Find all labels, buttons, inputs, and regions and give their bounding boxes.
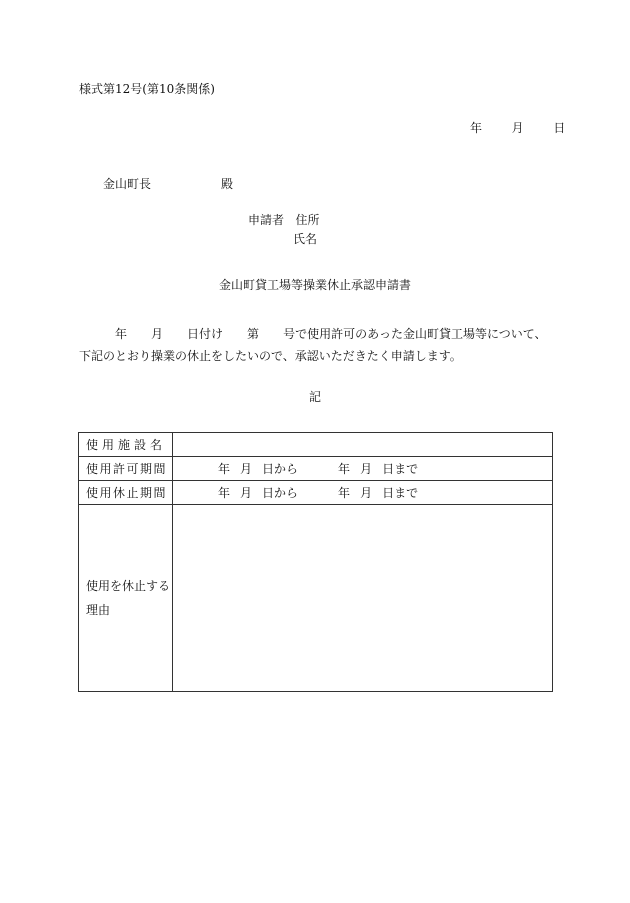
body-text <box>79 323 554 367</box>
suspend-to-year: 年 <box>338 486 351 500</box>
permit-from-day: 日から <box>262 462 299 476</box>
applicant-address-label: 住所 <box>295 213 320 227</box>
applicant-label: 申請者 <box>248 213 285 227</box>
form-number: 様式第12号(第10条関係) <box>79 82 215 96</box>
date-year: 年 <box>470 121 483 135</box>
permit-period-value[interactable] <box>173 457 553 481</box>
body-month: 月 <box>151 327 164 341</box>
suspend-from-year: 年 <box>218 486 231 500</box>
date-line <box>470 119 565 136</box>
suspend-from-month: 月 <box>240 486 253 500</box>
permit-period-row <box>79 457 553 481</box>
reason-label: 使用を休止する 理由 <box>79 505 173 692</box>
detail-table <box>78 432 553 692</box>
suspend-period-value[interactable] <box>173 481 553 505</box>
document-title: 金山町貸工場等操業休止承認申請書 <box>218 278 411 292</box>
permit-from-month: 月 <box>240 462 253 476</box>
permit-to-month: 月 <box>360 462 373 476</box>
body-day-dated: 日付け <box>187 327 224 341</box>
date-month: 月 <box>511 121 524 135</box>
permit-to-year: 年 <box>338 462 351 476</box>
facility-row <box>79 433 553 457</box>
suspend-period-label: 使用休止期間 <box>79 481 173 505</box>
suspend-from-day: 日から <box>262 486 299 500</box>
applicant <box>248 211 319 228</box>
suspend-period-row <box>79 481 553 505</box>
suspend-to-month: 月 <box>360 486 373 500</box>
body-year: 年 <box>115 327 128 341</box>
body-main-text: 号で使用許可のあった金山町貸工場等について、下記のとおり操業の休止をしたいので、承認いただきたく申請します。 <box>79 327 547 363</box>
body-number-prefix: 第 <box>247 327 260 341</box>
reason-value[interactable] <box>173 505 553 692</box>
facility-value[interactable] <box>173 433 553 457</box>
applicant-name-label: 氏名 <box>293 232 318 246</box>
addressee <box>103 175 233 192</box>
date-day: 日 <box>553 121 566 135</box>
addressee-mayor: 金山町長 <box>103 177 152 191</box>
permit-from-year: 年 <box>218 462 231 476</box>
ki-heading: 記 <box>308 390 321 404</box>
reason-row <box>79 505 553 692</box>
addressee-honorific: 殿 <box>221 177 234 191</box>
suspend-to-day: 日まで <box>382 486 419 500</box>
permit-period-label: 使用許可期間 <box>79 457 173 481</box>
permit-to-day: 日まで <box>382 462 419 476</box>
facility-label: 使用施設名 <box>79 433 173 457</box>
